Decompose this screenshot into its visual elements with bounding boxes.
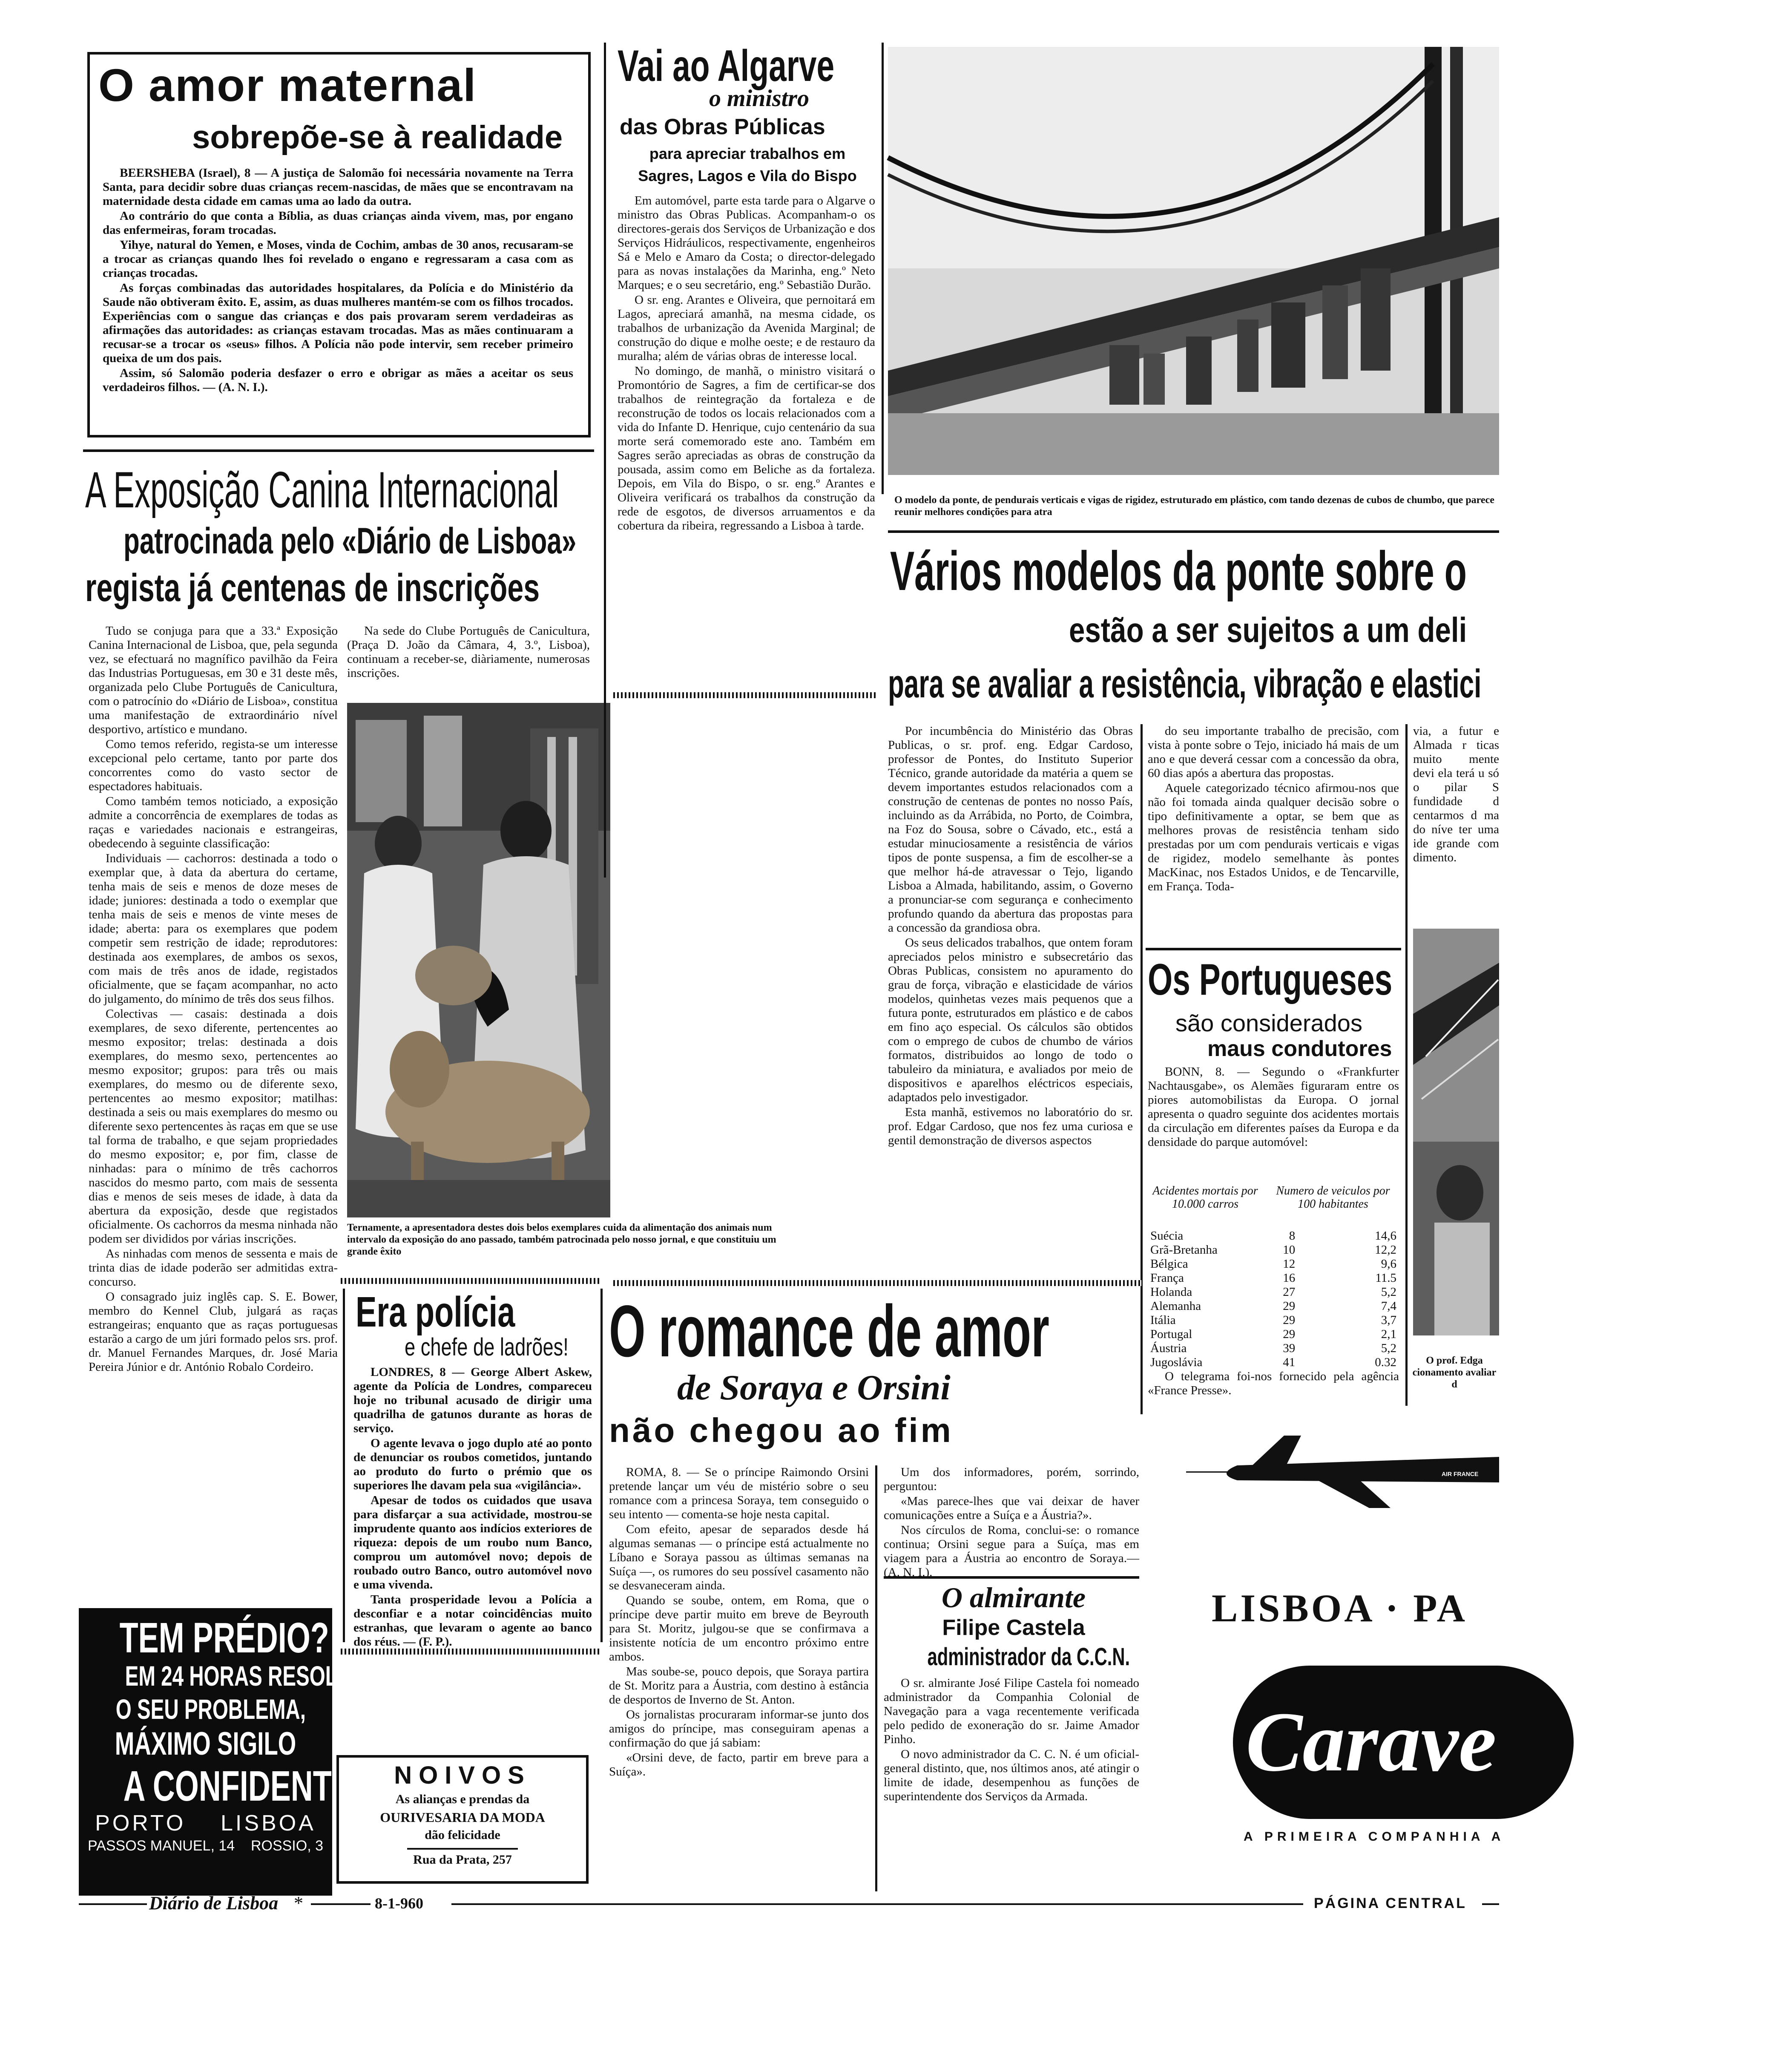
vehicles-cell: 0.32 xyxy=(1375,1355,1396,1369)
column-rule xyxy=(604,43,606,878)
paragraph: BONN, 8. — Segundo o «Frankfurter Nachtausgabe», os Alemães figuraram entre os piores automobilistas da Europa. O jornal apresenta o quadro seguinte dos acidentes mortais da circulação em diferentes países da Europa e da densidade do parque automóvel: xyxy=(1148,1065,1399,1149)
paragraph: Apesar de todos os cuidados que usava para disfarçar a sua actividade, mostrou-se imprudente quanto aos indícios exteriores de riqueza: depois de um roubo num Banco, comprou um automóvel novo; depois de roubado outro Banco, outro automóvel novo e uma vivenda. xyxy=(353,1494,592,1591)
footer-rule xyxy=(451,1903,1303,1905)
engineer-photo xyxy=(1413,929,1499,1335)
paragraph: No domingo, de manhã, o ministro visitará o Promontório de Sagres, a fim de certificar-se dos trabalhos de reintegração da fortaleza e de reconstrução de todos os locais relacionados com a vida do Infante D. Henrique, cujo centenário da sua morte será comemorado este ano. Também em Sagres serão apreciadas as obras de construção da pousada, assim como em Beliche as da fortaleza. Depois, em Vila do Bispo, o sr. eng.º Arantes e Oliveira verificará os trabalhos da construção da rede de esgotos, de diversos arruamentos e da cobertura da ribeira, regressando a Lisboa à tarde. xyxy=(618,364,875,532)
table-row xyxy=(1148,1327,1399,1341)
bridge-model-photo xyxy=(888,47,1499,475)
ad-line: MÁXIMO SIGILO xyxy=(115,1726,296,1762)
subheadline: e chefe de ladrões! xyxy=(405,1333,569,1361)
ad-brand-badge xyxy=(1233,1666,1574,1819)
paragraph: Assim, só Salomão poderia desfazer o erro e obrigar as mães a aceitar os seus verdadeiros filhos. — (A. N. I.). xyxy=(103,366,573,394)
ad-line: Rua da Prata, 257 xyxy=(413,1853,512,1867)
article-body xyxy=(1148,1370,1399,1399)
headline: Os Portugueses xyxy=(1148,955,1393,1004)
star-icon: * xyxy=(294,1893,303,1914)
divider xyxy=(613,1280,1141,1286)
ad-line: O SEU PROBLEMA, xyxy=(115,1693,306,1725)
article-body-col1 xyxy=(888,724,1133,1148)
fatalities-cell: 29 xyxy=(1283,1299,1296,1313)
divider xyxy=(341,1278,600,1284)
article-body xyxy=(884,1676,1139,1804)
subheadline: para se avaliar a resistência, vibração e elastici xyxy=(888,661,1482,706)
ad-line: OURIVESARIA DA MODA xyxy=(380,1810,545,1825)
fatalities-cell: 16 xyxy=(1283,1271,1296,1285)
paragraph: Tudo se conjuga para que a 33.ª Exposição Canina Internacional de Lisboa, que, pela segunda vez, se efectuará no magnífico pavilhão da Feira das Industrias Portuguesas, em 30 e 31 deste mês, organizada pelo Clube Português de Canicultura, com o patrocínio do «Diário de Lisboa», constitua uma manifestação de extraordinário nível desportivo, artístico e mundano. xyxy=(89,624,338,736)
subheadline: regista já centenas de inscrições xyxy=(85,566,540,610)
paragraph: Um dos informadores, porém, sorrindo, perguntou: xyxy=(884,1465,1139,1493)
footer-date: 8-1-960 xyxy=(375,1895,423,1912)
dog-photo-image xyxy=(347,703,610,1217)
airplane-icon xyxy=(1186,1427,1499,1512)
photo-caption: O prof. Edga cionamento avaliar d xyxy=(1412,1355,1497,1390)
divider xyxy=(888,530,1499,533)
paragraph: Quando se soube, ontem, em Roma, que o príncipe deve partir muito em breve de Beyrouth para St. Moritz, julgou-se que se confirmava a insistente notícia de um encontro próximo entre ambos. xyxy=(609,1594,869,1663)
article-amor-maternal xyxy=(87,52,591,437)
paragraph: Em automóvel, parte esta tarde para o Algarve o ministro das Obras Publicas. Acompanham-o os directores-gerais dos Serviços de Urbanização e dos Serviços Hidráulicos, respectivamente, engenheiros Sá e Melo e Amaro da Costa; o director-delegado para as novas instalações da Marinha, eng.º Neto Marques; e o seu secretário, eng.º Sebastião Durão. xyxy=(618,194,875,292)
vehicles-cell: 12,2 xyxy=(1375,1243,1396,1257)
paragraph: O consagrado juiz inglês cap. S. E. Bower, membro do Kennel Club, julgará as raças estrangeiras; enquanto que as raças portuguesas estarão a cargo de um júri formado pelos srs. prof. dr. Manuel Fernandes Marques, dr. José Maria Pereira Júnior e dr. António Robalo Cordeiro. xyxy=(89,1290,338,1374)
ad-confidente xyxy=(79,1608,363,1896)
ad-line: PASSOS MANUEL, 14 ROSSIO, 3 xyxy=(88,1838,323,1854)
paragraph: «Mas parece-lhes que vai deixar de haver comunicações entre a Suíça e a Áustria?». xyxy=(884,1494,1139,1522)
stats-table xyxy=(1148,1229,1399,1370)
paragraph: Ao contrário do que conta a Bíblia, as duas crianças ainda vivem, mas, por engano das enfermeiras, foram trocadas. xyxy=(103,209,573,237)
paragraph: Os seus delicados trabalhos, que ontem foram apreciados pelos ministro e subsecretário das Obras Publicas, consistem no apuramento do grau de força, vibração e elasticidade de vários modelos, quinhetas vezes mais pequenos que a futura ponte, estruturados em plástico e de cabos em fino aço especial. Os cálculos são obtidos com o emprego de cubos de chumbo de vários formatos, distribuidos ao longo de todo o tabuleiro da miniatura, e avaliados por meio de dispositivos e aparelhos eléctricos especiais, adaptados pelo investigador. xyxy=(888,936,1133,1104)
bridge-model-image xyxy=(888,47,1499,475)
divider xyxy=(83,449,594,452)
paragraph: O sr. almirante José Filipe Castela foi nomeado administrador da Companhia Colonial de Navegação para a vaga recentemente verificada pelo pedido de exoneração do sr. Jaime Amador Pinho. xyxy=(884,1676,1139,1746)
footer-rule xyxy=(79,1903,147,1905)
subheadline: patrocinada pelo «Diário de Lisboa» xyxy=(124,521,577,561)
subheadline: Filipe Castela xyxy=(942,1615,1085,1640)
paragraph: Nos círculos de Roma, conclui-se: o romance continua; Orsini segue para a Suíça, mas em viagem para a Áustria ao encontro de Soraya.— (A. N. I.). xyxy=(884,1523,1139,1579)
ad-line: dão felicidade xyxy=(425,1828,500,1842)
paragraph: Tanta prosperidade levou a Polícia a desconfiar e a notar coincidências muito estranhas, que levaram o agente ao banco dos réus. — (F. P.). xyxy=(353,1593,592,1649)
headline xyxy=(85,460,600,520)
country-cell: Itália xyxy=(1150,1313,1176,1327)
fatalities-cell: 8 xyxy=(1289,1229,1296,1243)
footer-rule xyxy=(1482,1903,1499,1905)
ad-city: LISBOA · PA xyxy=(1212,1586,1468,1630)
column-rule xyxy=(882,43,884,494)
country-cell: França xyxy=(1150,1271,1184,1285)
subheadline: sobrepõe-se à realidade xyxy=(192,119,563,155)
country-cell: Bélgica xyxy=(1150,1257,1188,1271)
divider xyxy=(1146,948,1401,950)
fatalities-cell: 29 xyxy=(1283,1327,1296,1341)
paragraph: do seu importante trabalho de precisão, com vista à ponte sobre o Tejo, iniciado há mais de um ano e que deverá cessar com a concessão da obra, 60 dias após a abertura das propostas. xyxy=(1148,724,1399,780)
article-body xyxy=(103,166,573,395)
photo-caption: Ternamente, a apresentadora destes dois belos exemplares cuida da alimentação dos animais num intervalo da exposição do ano passado, também patrocinada pelo nosso jornal, e que constituiu um grande êxito xyxy=(347,1222,776,1257)
engineer-image xyxy=(1413,929,1499,1335)
country-cell: Portugal xyxy=(1150,1327,1192,1341)
table-row xyxy=(1148,1271,1399,1285)
subheadline: de Soraya e Orsini xyxy=(677,1368,951,1407)
column-header: Numero de veiculos por 100 habitantes xyxy=(1276,1184,1390,1211)
ad-line: EM 24 HORAS RESOLVE xyxy=(125,1660,363,1692)
country-cell: Alemanha xyxy=(1150,1299,1201,1313)
table-row xyxy=(1148,1243,1399,1257)
fatalities-cell: 27 xyxy=(1283,1285,1296,1299)
ad-line: PORTO LISBOA xyxy=(95,1811,316,1836)
paragraph: Colectivas — casais: destinada a dois exemplares, de sexo diferente, pertencentes ao mesmo expositor; trelas: destinada a dois exemplares, do mesmo sexo, pertencentes ao mesmo expositor; grupos: para três ou mais exemplares, do mesmo ou de diferente sexo, pertencentes ao mesmo expositor; matilhas: destinada a seis ou mais exemplares do mesmo ou diferente sexo pertencentes às raças em que se use tal forma de trabalho, e que sejam propriedades do mesmo expositor; e, por fim, classe de ninhadas: para o mínimo de três cachorros nascidos do mesmo parto, com mais de sessenta dias e menos de seis meses de idade, à data da abertura da exposição, desde que registados oficialmente. Os cachorros da mesma ninhada não podem ser divididos por várias inscrições. xyxy=(89,1007,338,1246)
table-row xyxy=(1148,1313,1399,1327)
paragraph: Individuais — cachorros: destinada a todo o exemplar que, à data da abertura do certame, tenha mais de seis e menos de doze meses de idade; juniores: destinada a todo o exemplar que tenha mais de seis e menos de vinte meses de idade; aberta: para os exemplares que podem competir sem restrição de idade; reprodutores: destinada aos exemplares, de ambos os sexos, com mais de três anos de idade, registados oficialmente, que se façam acompanhar, no acto do julgamento, do mínimo de três dos seus filhos. xyxy=(89,852,338,1006)
fatalities-cell: 39 xyxy=(1283,1341,1296,1355)
table-row xyxy=(1148,1299,1399,1313)
ad-caravelle xyxy=(1186,1427,1505,1879)
column-rule xyxy=(875,1465,877,1891)
paragraph: Esta manhã, estivemos no laboratório do sr. prof. Edgar Cardoso, que nos fez uma curiosa e gentil demonstração de diversos aspectos xyxy=(888,1105,1133,1147)
subheadline: para apreciar trabalhos em Sagres, Lagos e Vila do Bispo xyxy=(638,145,857,184)
article-body-col1 xyxy=(89,624,338,1375)
table-row xyxy=(1148,1355,1399,1370)
subheadline: não chegou ao fim xyxy=(609,1411,954,1449)
headline: O romance de amor xyxy=(609,1290,1049,1372)
headline: Era polícia xyxy=(356,1288,515,1336)
subheadline: são considerados xyxy=(1175,1010,1362,1036)
article-body-col1 xyxy=(609,1465,869,1780)
ad-tag: AIR FRANCE xyxy=(1442,1471,1479,1477)
fatalities-cell: 12 xyxy=(1283,1257,1296,1271)
subheadline: o ministro xyxy=(709,85,809,112)
paragraph: Com efeito, apesar de separados desde há algumas semanas — o príncipe está actualmente no Líbano e Soraya passou as últimas semanas na Suíça —, os rumores do seu possível casamento não se desvaneceram ainda. xyxy=(609,1522,869,1592)
article-body-col2 xyxy=(347,624,590,681)
country-cell: Suécia xyxy=(1150,1229,1184,1243)
headline: O almirante xyxy=(941,1581,1086,1614)
vehicles-cell: 3,7 xyxy=(1381,1313,1396,1327)
paragraph: Mas soube-se, pouco depois, que Soraya partira de St. Moritz para a Áustria, com destino à estância de desportos de Inverno de St. Anton. xyxy=(609,1665,869,1707)
ad-line: As alianças e prendas da xyxy=(395,1792,530,1806)
paragraph: O sr. eng. Arantes e Oliveira, que pernoitará em Lagos, apreciará amanhã, na mesma cidade, os trabalhos de urbanização da Avenida Marginal; de construção do dique e molhe oeste; e de restauro da muralha; além de várias obras de interesse local. xyxy=(618,293,875,363)
paragraph: Os jornalistas procuraram informar-se junto dos amigos do príncipe, mas conseguiram apenas a confirmação do que já sabiam: xyxy=(609,1708,869,1750)
vehicles-cell: 11.5 xyxy=(1375,1271,1396,1285)
paragraph: As ninhadas com menos de sessenta e mais de trinta dias de idade poderão ser admitidas extra-concurso. xyxy=(89,1247,338,1289)
article-body xyxy=(353,1365,592,1650)
vehicles-cell: 5,2 xyxy=(1381,1341,1396,1355)
country-cell: Jugoslávia xyxy=(1150,1355,1203,1369)
divider xyxy=(884,1576,1139,1579)
headline: Vários modelos da ponte sobre o xyxy=(890,540,1467,602)
paragraph: Na sede do Clube Português de Canicultura, (Praça D. João da Câmara, 4, 3.º, Lisboa), continuam a receber-se, diàriamente, numerosas inscrições. xyxy=(347,624,590,680)
table-row xyxy=(1148,1229,1399,1243)
paragraph: Por incumbência do Ministério das Obras Publicas, o sr. prof. eng. Edgar Cardoso, professor de Pontes, do Instituto Superior Técnico, grande autoridade da matéria a quem se devem importantes estudos relacionados com a construção de centenas de pontes no nosso País, incluindo as da Arrábida, no Porto, de Coimbra, na Foz do Sousa, sobre o Cávado, etc., está a estudar minuciosamente a resistência de vários tipos de ponte suspensa, a fim de escolher-se a que melhor há-de atravessar o Tejo, ligando Lisboa a Almada, habilitando, assim, o Governo a pronunciar-se com segurança e conhecimento profundo quando da abertura das propostas para a concessão da grandiosa obra. xyxy=(888,724,1133,935)
country-cell: Grã-Bretanha xyxy=(1150,1243,1218,1257)
paragraph: O agente levava o jogo duplo até ao ponto de denunciar os roubos cometidos, juntando ao produto do furto o prémio que os superiores lhe davam pela sua «vigilância». xyxy=(353,1436,592,1492)
ad-noivos xyxy=(336,1755,589,1884)
fatalities-cell: 10 xyxy=(1283,1243,1296,1257)
ad-slogan: A PRIMEIRA COMPANHIA A xyxy=(1244,1830,1505,1844)
headline: O amor maternal xyxy=(98,59,477,111)
subheadline: administrador da C.C.N. xyxy=(927,1643,1130,1671)
column-rule xyxy=(1405,724,1408,1406)
vehicles-cell: 14,6 xyxy=(1375,1229,1396,1243)
paragraph: BEERSHEBA (Israel), 8 — A justiça de Salomão foi necessária novamente na Terra Santa, para decidir sobre duas crianças recem-nascidas, de mães que se encontravam na maternidade desta cidade em camas uma ao lado da outra. xyxy=(103,166,573,208)
paragraph: O novo administrador da C. C. N. é um oficial-general distinto, que, nos últimos anos, até atingir o limite de idade, desempenhou as funções de superintendente dos Serviços da Armada. xyxy=(884,1747,1139,1803)
vehicles-cell: 2,1 xyxy=(1381,1327,1396,1341)
table-row xyxy=(1148,1341,1399,1355)
ad-line: A CONFIDENTE xyxy=(123,1762,352,1810)
headline-text: A Exposição Canina Internacional xyxy=(85,461,559,518)
paragraph: «Orsini deve, de facto, partir em breve para a Suíça». xyxy=(609,1751,869,1778)
footer-rule xyxy=(311,1903,371,1905)
paragraph: ROMA, 8. — Se o príncipe Raimondo Orsini pretende lançar um véu de mistério sobre o seu romance com a princesa Soraya, tem conseguido o seu intento — comenta-se hoje nesta capital. xyxy=(609,1465,869,1521)
article-body xyxy=(618,194,875,534)
vehicles-cell: 7,4 xyxy=(1381,1299,1396,1313)
divider xyxy=(613,692,877,698)
paragraph: Aquele categorizado técnico afirmou-nos que não foi tomada ainda qualquer decisão sobre o tipo definitivamente a optar, se bem que as melhores provas de resistência tenham sido prestadas por um com pendurais verticais e vigas de rigidez, modelo semelhante às pontes MacKinac, nos Estados Unidos, e de Tencarville, em França. Toda- xyxy=(1148,781,1399,893)
fatalities-cell: 41 xyxy=(1283,1355,1296,1369)
footer-page: PÁGINA CENTRAL xyxy=(1314,1895,1467,1911)
divider xyxy=(341,1649,600,1655)
table-row xyxy=(1148,1285,1399,1299)
paragraph: O telegrama foi-nos fornecido pela agência «France Presse». xyxy=(1148,1370,1399,1397)
paragraph: Como temos referido, regista-se um interesse excepcional pelo certame, tanto por parte dos concorrentes como do vasto sector de espectadores habituais. xyxy=(89,737,338,793)
paragraph: Yihye, natural do Yemen, e Moses, vinda de Cochim, ambas de 30 anos, recusaram-se a trocar as crianças quando lhes foi revelado o engano e regressaram a casa com as crianças trocadas. xyxy=(103,238,573,280)
paragraph: As forças combinadas das autoridades hospitalares, da Polícia e do Ministério da Saude não obtiveram êxito. E, assim, as duas mulheres mantém-se com os filhos trocados. Experiências com o sangue das crianças e dos pais provaram serem verdadeiras as afirmações das autoridades: as crianças estavam trocadas. Mas as mães continuaram a recusar-se a trocar os «seus» filhos. A Polícia não pode intervir, sem receber primeiro queixa de um dos pais. xyxy=(103,281,573,365)
ad-brand: Carave xyxy=(1246,1695,1497,1789)
paragraph: Como também temos noticiado, a exposição admite a concorrência de exemplares de todas as raças e variedades nacionais e estrangeiras, obedecendo à seguinte classificação: xyxy=(89,794,338,850)
ad-line: NOIVOS xyxy=(394,1761,531,1789)
article-body-col2 xyxy=(884,1465,1139,1580)
table-row xyxy=(1148,1257,1399,1271)
masthead: Diário de Lisboa xyxy=(149,1893,279,1914)
vehicles-cell: 9,6 xyxy=(1381,1257,1396,1271)
column-header: Acidentes mortais por 10.000 carros xyxy=(1152,1184,1258,1211)
divider xyxy=(407,1848,518,1850)
photo-caption: O modelo da ponte, de pendurais verticais e vigas de rigidez, estruturado em plástico, com tando dezenas de cubos de chumbo, que parece reunir melhores condições para atra xyxy=(894,495,1494,518)
headline: Vai ao Algarve xyxy=(618,41,835,91)
article-era-policia xyxy=(343,1288,603,1649)
country-cell: Áustria xyxy=(1150,1341,1187,1355)
subheadline: maus condutores xyxy=(1207,1036,1392,1061)
subheadline: estão a ser sujeitos a um deli xyxy=(1069,611,1467,650)
article-body-col3 xyxy=(1413,724,1499,920)
paragraph: via, a futur e Almada r ticas muito mente devi ela terá u só o pilar S fundidade d centarmos d ma do níve ter uma ide grande com dimento. xyxy=(1413,724,1499,864)
paragraph: LONDRES, 8 — George Albert Askew, agente da Polícia de Londres, compareceu hoje no tribunal acusado de dirigir uma quadrilha de gatunos durante as horas de serviço. xyxy=(353,1365,592,1435)
subheadline: das Obras Públicas xyxy=(620,115,825,139)
dog-photo xyxy=(347,703,610,1217)
country-cell: Holanda xyxy=(1150,1285,1192,1299)
fatalities-cell: 29 xyxy=(1283,1313,1296,1327)
article-body xyxy=(1148,1065,1399,1150)
ad-line: TEM PRÉDIO? xyxy=(119,1614,329,1662)
article-body-col2 xyxy=(1148,724,1399,895)
vehicles-cell: 5,2 xyxy=(1381,1285,1396,1299)
